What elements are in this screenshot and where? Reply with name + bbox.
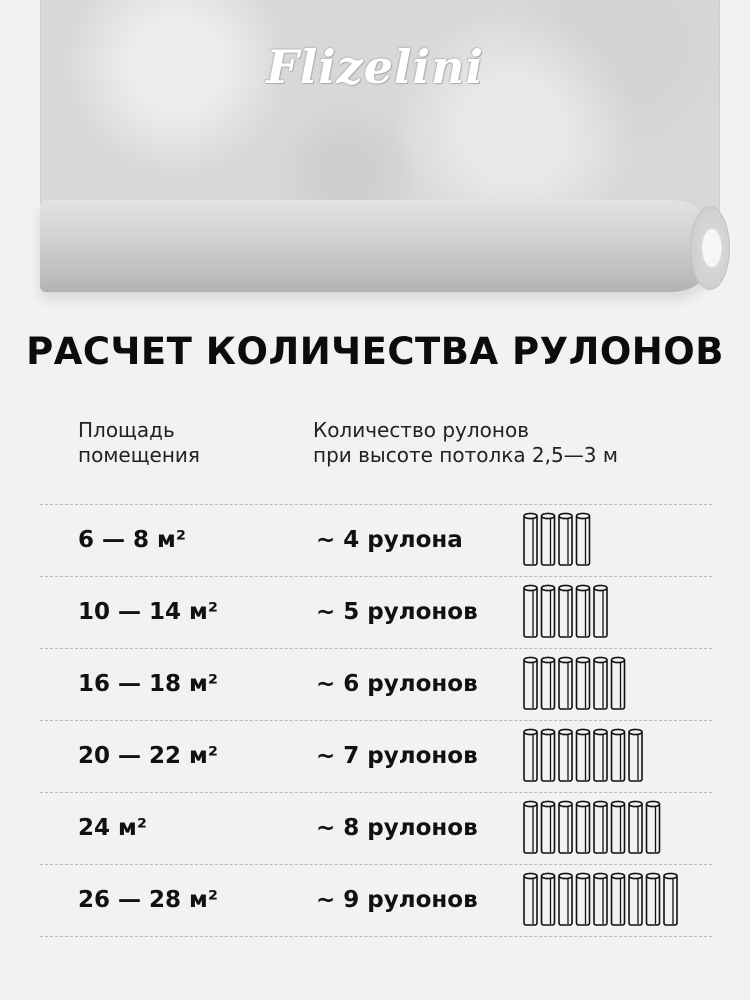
wallpaper-roll-icon [629, 873, 642, 925]
table-row [40, 576, 712, 648]
rolls-table [40, 504, 712, 937]
page-title: РАСЧЕТ КОЛИЧЕСТВА РУЛОНОВ [26, 330, 724, 373]
rolls-value: ~ 7 рулонов [316, 743, 478, 769]
column-header-count-line2: при высоте потолка 2,5—3 м [313, 443, 618, 467]
rolls-icon-group [523, 512, 597, 568]
wallpaper-roll-icon [524, 801, 537, 853]
wallpaper-roll-icon [647, 801, 660, 853]
rolls-icon-svg [523, 656, 632, 712]
wallpaper-roll-icon [559, 801, 572, 853]
table-row [40, 648, 712, 720]
rolls-icon-svg [523, 512, 597, 568]
wallpaper-roll-icon [577, 657, 590, 709]
wallpaper-roll-icon [542, 585, 555, 637]
wallpaper-roll-icon [577, 801, 590, 853]
table-row [40, 504, 712, 576]
wallpaper-roll-icon [594, 873, 607, 925]
rolls-icon-group [523, 584, 615, 640]
table-row [40, 720, 712, 792]
wallpaper-roll-icon [577, 585, 590, 637]
wallpaper-roll-icon [524, 729, 537, 781]
column-header-count-line1: Количество рулонов [313, 418, 530, 442]
wallpaper-roll-icon [577, 873, 590, 925]
area-value: 6 — 8 м² [78, 527, 186, 553]
rolls-icon-group [523, 656, 632, 712]
wallpaper-roll-icon [647, 873, 660, 925]
rolls-icon-group [523, 872, 685, 928]
rolls-value: ~ 8 рулонов [316, 815, 478, 841]
wallpaper-roll-icon [612, 873, 625, 925]
wallpaper-roll-icon [594, 801, 607, 853]
area-value: 16 — 18 м² [78, 671, 218, 697]
wallpaper-roll-icon [542, 513, 555, 565]
wallpaper-roll-icon [559, 729, 572, 781]
wallpaper-hero-image [0, 0, 750, 300]
wallpaper-roll-end [690, 206, 730, 290]
wallpaper-roll-icon [577, 513, 590, 565]
wallpaper-roll-icon [559, 657, 572, 709]
brand-logo: Flizelini [266, 40, 484, 94]
wallpaper-roll-icon [559, 585, 572, 637]
wallpaper-roll-icon [524, 585, 537, 637]
wallpaper-roll-icon [559, 873, 572, 925]
wallpaper-roll-icon [524, 657, 537, 709]
table-row [40, 864, 712, 937]
wallpaper-roll-icon [664, 873, 677, 925]
column-header-count [313, 418, 618, 468]
rolls-icon-svg [523, 584, 615, 640]
wallpaper-roll-icon [594, 585, 607, 637]
wallpaper-roll-icon [612, 801, 625, 853]
area-value: 26 — 28 м² [78, 887, 218, 913]
rolls-icon-svg [523, 728, 650, 784]
wallpaper-roll-icon [612, 657, 625, 709]
rolls-value: ~ 9 рулонов [316, 887, 478, 913]
wallpaper-roll-icon [542, 801, 555, 853]
wallpaper-roll-icon [629, 729, 642, 781]
wallpaper-roll-icon [542, 873, 555, 925]
wallpaper-roll [40, 200, 718, 292]
column-header-area-line2: помещения [78, 443, 200, 467]
wallpaper-roll-icon [542, 729, 555, 781]
area-value: 20 — 22 м² [78, 743, 218, 769]
rolls-icon-svg [523, 872, 685, 928]
area-value: 24 м² [78, 815, 147, 841]
rolls-icon-group [523, 800, 667, 856]
wallpaper-roll-icon [524, 513, 537, 565]
wallpaper-roll-icon [577, 729, 590, 781]
rolls-value: ~ 4 рулона [316, 527, 463, 553]
wallpaper-roll-icon [629, 801, 642, 853]
wallpaper-roll-icon [594, 729, 607, 781]
wallpaper-roll-icon [559, 513, 572, 565]
wallpaper-roll-icon [594, 657, 607, 709]
rolls-icon-svg [523, 800, 667, 856]
rolls-icon-group [523, 728, 650, 784]
wallpaper-roll-icon [542, 657, 555, 709]
wallpaper-roll-icon [612, 729, 625, 781]
column-header-area-line1: Площадь [78, 418, 175, 442]
column-header-area [78, 418, 200, 468]
wallpaper-sheet [40, 0, 720, 215]
area-value: 10 — 14 м² [78, 599, 218, 625]
table-row [40, 792, 712, 864]
wallpaper-roll-icon [524, 873, 537, 925]
rolls-value: ~ 5 рулонов [316, 599, 478, 625]
rolls-value: ~ 6 рулонов [316, 671, 478, 697]
